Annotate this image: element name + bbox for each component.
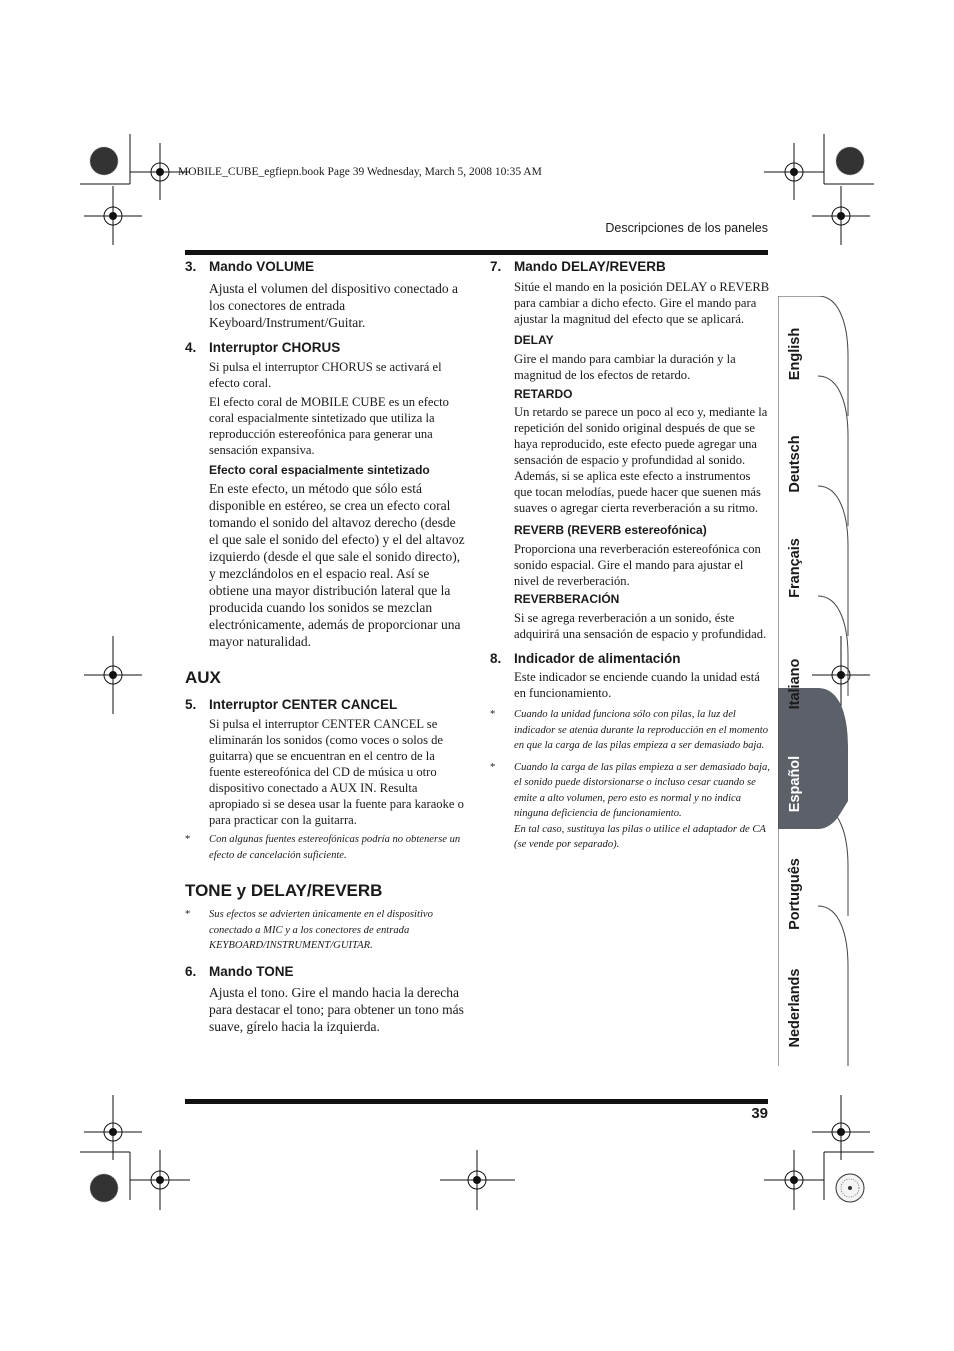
item-number: 8. bbox=[490, 651, 502, 666]
note-asterisk: * bbox=[185, 909, 191, 920]
item4-text2: El efecto coral de MOBILE CUBE es un efecto coral espacialmente sintetizado que utiliza la reproducción estereofónica para generar una sensación expansiva. bbox=[209, 395, 449, 457]
running-title: Descripciones de los paneles bbox=[605, 221, 768, 235]
tab-portugues[interactable]: Português bbox=[787, 858, 803, 930]
item6-text: Ajusta el tono. Gire el mando hacia la derecha para destacar el tono; para obtener un tono más suave, gírelo hacia la izquierda. bbox=[209, 984, 464, 1034]
item4-subheading: Efecto coral espacialmente sintetizado bbox=[209, 463, 430, 477]
language-tabs bbox=[778, 296, 850, 1066]
note-text: Con algunas fuentes estereofónicas podría no obtenerse un efecto de cancelación suficiente. bbox=[209, 834, 461, 861]
item-title: Mando DELAY/REVERB bbox=[514, 259, 666, 274]
right-column bbox=[490, 256, 770, 853]
item-title: Interruptor CENTER CANCEL bbox=[209, 697, 398, 712]
reverberacion-heading: REVERBERACIÓN bbox=[514, 592, 620, 606]
item-number: 6. bbox=[185, 963, 197, 979]
item4-heading bbox=[185, 340, 468, 355]
item-title: Indicador de alimentación bbox=[514, 651, 681, 666]
bottom-rule bbox=[185, 1099, 768, 1104]
item4-text1: Si pulsa el interruptor CHORUS se activará el efecto coral. bbox=[209, 360, 442, 390]
item5-heading bbox=[185, 697, 468, 712]
tab-english[interactable]: English bbox=[787, 327, 803, 381]
item-title: Mando TONE bbox=[209, 963, 294, 979]
retardo-text: Un retardo se parece un poco al eco y, mediante la repetición del sonido original después de que se haya reproducido, este efecto puede agregar una sensación de espacio y profundidad al sonido. Además, si se aplica este efecto a instrumentos que tocan melodías, puede hacer que suenen más suaves o agregar cierta reverberación a su ritmo. bbox=[514, 405, 768, 515]
note-asterisk: * bbox=[490, 761, 496, 773]
item4-text3: En este efecto, un método que sólo está disponible en estéreo, se crea un efecto coral tomando el sonido del altavoz derecho (desde el que sale el sonido del efecto) y el del altavoz izquierdo (desde el que sale el sonido directo), y mezclándolos en el espacio real. Así se obtiene una mayor distribución lateral que la producida cuando los sonidos se mezclan electrónicamente, además de proporcionar una mayor naturalidad. bbox=[209, 481, 465, 649]
top-rule bbox=[185, 250, 768, 255]
item-title: Mando VOLUME bbox=[209, 259, 314, 274]
item-number: 3. bbox=[185, 259, 197, 274]
reverberacion-text: Si se agrega reverberación a un sonido, éste adquirirá una sensación de espacio y profundidad. bbox=[514, 611, 767, 641]
reverb-heading: REVERB (REVERB estereofónica) bbox=[514, 523, 707, 537]
note-text bbox=[514, 760, 770, 853]
item7-text: Sitúe el mando en la posición DELAY o REVERB para cambiar a dicho efecto. Gire el mando para ajustar la magnitud del efecto que se aplicará. bbox=[514, 280, 770, 326]
item3-text: Ajusta el volumen del dispositivo conectado a los conectores de entrada Keyboard/Instrument/Guitar. bbox=[209, 281, 458, 330]
note-text-part1: Cuando la carga de las pilas empieza a ser demasiado baja, el sonido puede distorsionarse o incluso cesar cuando se emite a alto volumen, pero esto es normal y no indica ninguna deficiencia de funcionamiento. bbox=[514, 761, 770, 819]
note-text: Cuando la unidad funciona sólo con pilas, la luz del indicador se atenúa durante la reproducción en el momento en que la carga de las pilas empieza a ser demasiado baja. bbox=[514, 709, 769, 751]
tone-delay-heading: TONE y DELAY/REVERB bbox=[185, 881, 383, 900]
item-title: Interruptor CHORUS bbox=[209, 340, 341, 355]
reverb-text: Proporciona una reverberación estereofónica con sonido espacial. Gire el mando para ajustar el nivel de reverberación. bbox=[514, 542, 761, 588]
tab-nederlands[interactable]: Nederlands bbox=[787, 968, 803, 1048]
item8-text: Este indicador se enciende cuando la unidad está en funcionamiento. bbox=[514, 670, 760, 700]
tab-italiano[interactable]: Italiano bbox=[787, 658, 803, 710]
tone-note bbox=[185, 907, 468, 954]
retardo-heading: RETARDO bbox=[514, 387, 573, 401]
book-info-line: MOBILE_CUBE_egfiepn.book Page 39 Wednesday, March 5, 2008 10:35 AM bbox=[178, 166, 542, 178]
left-column bbox=[185, 256, 468, 1035]
item3-heading bbox=[185, 259, 468, 274]
delay-text: Gire el mando para cambiar la duración y la magnitud de los efectos de retardo. bbox=[514, 352, 736, 382]
item5-text: Si pulsa el interruptor CENTER CANCEL se eliminarán los sonidos (como voces o solos de guitarra) que se encuentran en el centro de la fuente estereofónica del CD de música u otro dispositivo conectado a AUX IN. Resulta apropiado si se desea usar la fuente para karaoke o para practicar con la guitarra. bbox=[209, 717, 464, 827]
item-number: 7. bbox=[490, 259, 502, 274]
page-number: 39 bbox=[751, 1105, 768, 1122]
delay-heading: DELAY bbox=[514, 333, 554, 347]
note-text: Sus efectos se advierten únicamente en el dispositivo conectado a MIC y a los conectores de entrada KEYBOARD/INSTRUMENT/GUITAR. bbox=[209, 909, 433, 951]
note-asterisk: * bbox=[185, 834, 191, 845]
item7-heading bbox=[490, 259, 770, 274]
tab-deutsch[interactable]: Deutsch bbox=[787, 435, 803, 493]
item8-note2 bbox=[490, 760, 770, 853]
note-text-part2: En tal caso, sustituya las pilas o utilice el adaptador de CA (se vende por separado). bbox=[514, 823, 766, 850]
item8-heading bbox=[490, 651, 770, 666]
item6-heading bbox=[185, 964, 468, 979]
tab-espanol[interactable]: Español bbox=[787, 755, 803, 813]
note-asterisk: * bbox=[490, 709, 496, 720]
item-number: 4. bbox=[185, 340, 197, 355]
tab-francais[interactable]: Français bbox=[787, 538, 803, 598]
item-number: 5. bbox=[185, 697, 197, 712]
item8-note1 bbox=[490, 707, 770, 754]
aux-heading: AUX bbox=[185, 668, 221, 687]
item5-note bbox=[185, 832, 468, 863]
